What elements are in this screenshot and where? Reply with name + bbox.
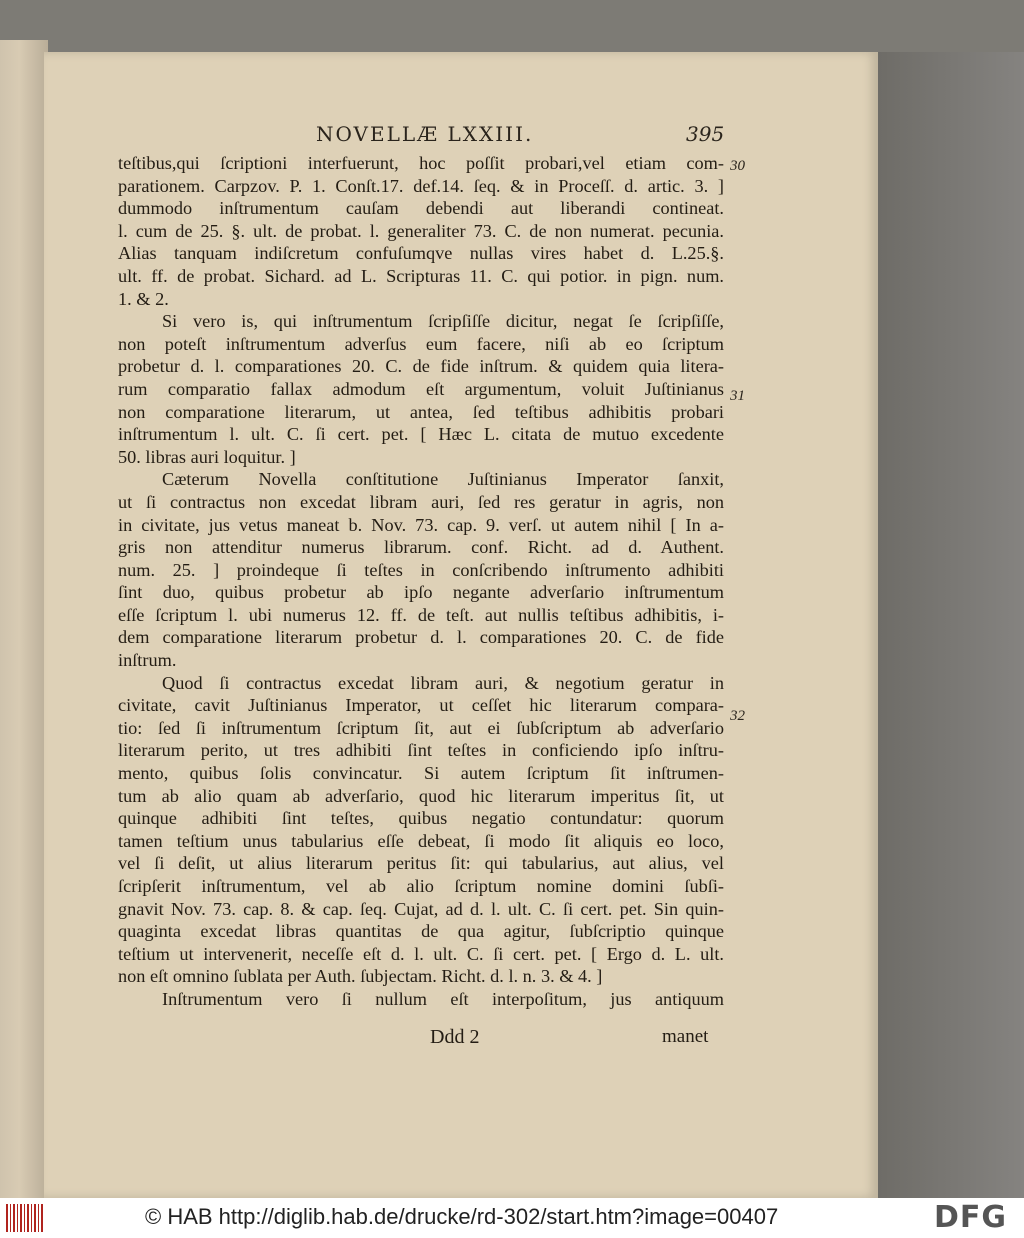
text-line: vel ſi deſit, ut alius literarum peritus ſit: qui tabularius, aut alius, vel [118,853,724,874]
text-line: ult. ff. de probat. Sichard. ad L. Scripturas 11. C. qui potior. in pign. num. [118,265,724,286]
margin-number: 31 [730,388,745,404]
barcode-logo-icon [6,1204,44,1232]
dfg-logo: DFG [934,1200,1008,1235]
text-line: literarum perito, ut tres adhibiti ſint teſtes in conficiendo ipſo inſtru- [118,740,724,761]
text-line: dem comparatione literarum probetur d. l. comparationes 20. C. de fide [118,627,724,648]
catchword: manet [662,1026,709,1047]
text-line: inſtrum. [118,650,177,671]
text-line: mento, quibus ſolis convincatur. Si autem ſcriptum ſit inſtrumen- [118,763,724,784]
text-line: teſtibus,qui ſcriptioni interfuerunt, hoc poſſit probari,vel etiam com- [118,153,724,173]
text-line: inſtrumentum l. ult. C. ſi cert. pet. [ Hæc L. citata de mutuo excedente [118,424,724,445]
margin-number: 30 [730,158,745,174]
text-line: tum ab alio quam ab adverſario, quod hic literarum imperitus ſit, ut [118,785,724,806]
text-line: non comparatione literarum, ut antea, ſed teſtibus adhibitis probari [118,401,724,422]
text-line: tio: ſed ſi inſtrumentum ſcriptum ſit, aut ei ſubſcriptum ab adverſario [118,717,724,738]
margin-number: 32 [730,708,745,724]
text-line: quinque adhibiti ſint teſtes, quibus negatio contundatur: quorum [118,808,724,829]
text-line: dummodo inſtrumentum cauſam debendi aut liberandi contineat. [118,198,724,219]
text-line: non poteſt inſtrumentum adverſus eum facere, niſi ab eo ſcriptum [118,333,724,354]
running-head: NOVELLÆ LXXIII. [316,122,534,146]
text-line: probetur d. l. comparationes 20. C. de fide inſtrum. & quidem quia litera- [118,356,724,377]
text-line: ſint duo, quibus probetur ab ipſo negante adverſario inſtrumentum [118,582,724,603]
scan-right-margin [878,52,1024,1198]
text-line: rum comparatio fallax admodum eſt argumentum, voluit Juſtinianus [118,378,724,399]
signature-mark: Ddd 2 [430,1026,480,1048]
text-line: teſtium ut intervenerit, neceſſe eſt d. l. ult. C. ſi cert. pet. [ Ergo d. L. ult. [118,943,724,964]
text-line: quaginta excedat libras quantitas de qua agitur, ſubſcriptio quinque [118,921,724,942]
body-text [118,152,724,1011]
text-line: Alias tanquam indiſcretum confuſumqve nullas vires habet d. L.25.§. [118,243,724,264]
text-line: tamen teſtium unus tabularius eſſe debeat, ſi modo ſit aliquis eo loco, [118,830,724,851]
text-line: l. cum de 25. §. ult. de probat. l. generaliter 73. C. de non numerat. pecunia. [118,220,724,241]
text-line: ut ſi contractus non excedat libram auri, ſed res geratur in agris, non [118,491,724,512]
text-line: gnavit Nov. 73. cap. 8. & cap. ſeq. Cujat, ad d. l. ult. C. ſi cert. pet. Sin quin- [118,898,724,919]
page-number: 395 [686,122,725,146]
text-line: ſcripſerit inſtrumentum, vel ab alio ſcriptum nomine domini ſubſi- [118,876,724,896]
text-line: Cæterum Novella conſtitutione Juſtinianus Imperator ſanxit, [162,469,724,490]
text-line: gris non attenditur numerus librarum. conf. Richt. ad d. Authent. [118,537,724,558]
text-line: civitate, cavit Juſtinianus Imperator, ut ceſſet hic literarum compara- [118,695,724,716]
text-line: Inſtrumentum vero ſi nullum eſt interpoſitum, jus antiquum [162,988,724,1009]
text-line: in civitate, jus vetus maneat b. Nov. 73. cap. 9. verſ. ut autem nihil [ In a- [118,514,724,535]
adjacent-page-edge [0,40,48,1198]
footer-bar [0,1198,1024,1238]
text-line: num. 25. ] proindeque ſi teſtes in conſcribendo inſtrumento adhibiti [118,559,724,580]
text-line: 1. & 2. [118,288,169,309]
footer-credit-link[interactable]: © HAB http://diglib.hab.de/drucke/rd-302/start.htm?image=00407 [145,1204,779,1229]
text-line: Quod ſi contractus excedat libram auri, & negotium geratur in [162,672,724,693]
text-line: eſſe ſcriptum l. ubi numerus 12. ff. de teſt. aut nullis teſtibus adhibitis, i- [118,604,724,625]
text-line: Si vero is, qui inſtrumentum ſcripſiſſe dicitur, negat ſe ſcripſiſſe, [162,311,724,332]
text-line: non eſt omnino ſublata per Auth. ſubjectam. Richt. d. l. n. 3. & 4. ] [118,966,603,987]
text-line: 50. libras auri loquitur. ] [118,446,296,467]
text-line: parationem. Carpzov. P. 1. Conſt.17. def.14. ſeq. & in Proceſſ. d. artic. 3. ] [118,175,724,196]
